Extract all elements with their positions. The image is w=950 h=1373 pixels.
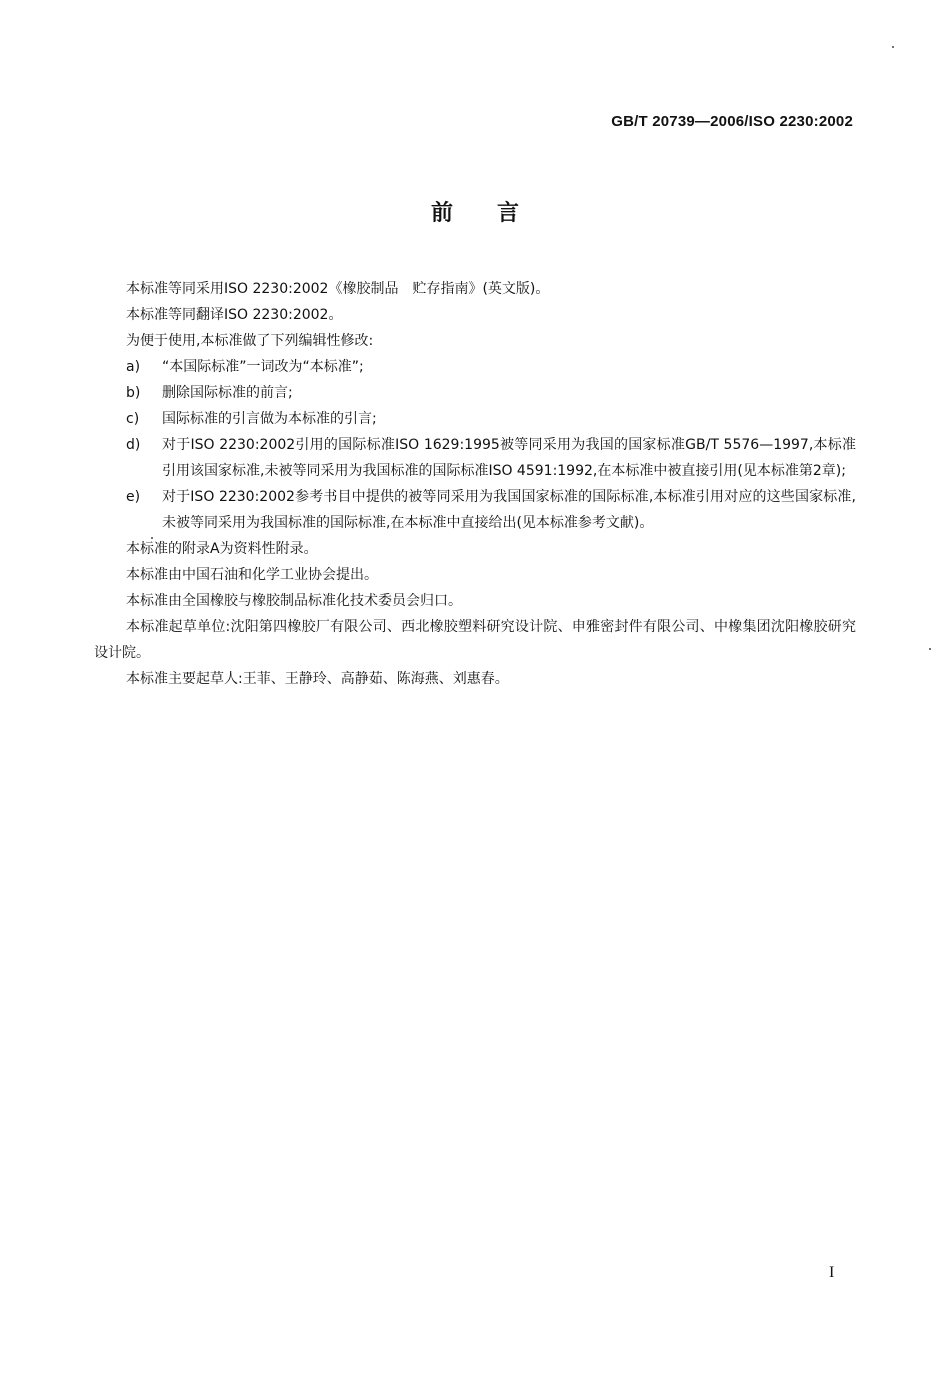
standard-code: GB/T 20739—2006/ISO 2230:2002 xyxy=(611,113,853,130)
scan-speck xyxy=(151,537,153,539)
list-item-label: c) xyxy=(126,411,140,427)
paragraph-translation: 本标准等同翻译ISO 2230:2002。 xyxy=(126,307,343,323)
list-item-text: “本国际标准”一词改为“本标准”; xyxy=(162,359,364,375)
list-item-text: 国际标准的引言做为本标准的引言; xyxy=(162,411,377,427)
paragraph-committee: 本标准由全国橡胶与橡胶制品标准化技术委员会归口。 xyxy=(126,593,462,609)
list-item-label: e) xyxy=(126,489,141,505)
paragraph-drafting-units: 本标准起草单位:沈阳第四橡胶厂有限公司、西北橡胶塑料研究设计院、申雅密封件有限公司、中橡集团沈阳橡胶研究设计院。 xyxy=(94,619,856,661)
scan-speck xyxy=(892,46,894,48)
page-number: I xyxy=(829,1264,835,1281)
list-item-label: a) xyxy=(126,359,141,375)
paragraph-proposer: 本标准由中国石油和化学工业协会提出。 xyxy=(126,567,378,583)
list-item-label: b) xyxy=(126,385,141,401)
list-item xyxy=(94,380,856,406)
document-body xyxy=(94,276,856,692)
list-item xyxy=(94,432,856,484)
paragraph-adoption: 本标准等同采用ISO 2230:2002《橡胶制品 贮存指南》(英文版)。 xyxy=(126,281,550,297)
list-item-text: 对于ISO 2230:2002引用的国际标准ISO 1629:1995被等同采用为我国的国家标准GB/T 5576—1997,本标准引用该国家标准,未被等同采用为我国标准的国际标准ISO 4591:1992,在本标准中被直接引用(见本标准第2章); xyxy=(162,437,856,479)
list-item xyxy=(94,484,856,536)
list-item xyxy=(94,354,856,380)
list-item-text: 对于ISO 2230:2002参考书目中提供的被等同采用为我国国家标准的国际标准,本标准引用对应的这些国家标准,未被等同采用为我国标准的国际标准,在本标准中直接给出(见本标准参考文献)。 xyxy=(162,489,856,531)
list-item-label: d) xyxy=(126,437,141,453)
list-item xyxy=(94,406,856,432)
paragraph-edits-intro: 为便于使用,本标准做了下列编辑性修改: xyxy=(126,333,374,349)
scan-speck xyxy=(929,648,931,650)
paragraph-annex: 本标准的附录A为资料性附录。 xyxy=(126,541,318,557)
list-item-text: 删除国际标准的前言; xyxy=(162,385,293,401)
page-title: 前言 xyxy=(430,201,563,226)
paragraph-drafters: 本标准主要起草人:王菲、王静玲、高静茹、陈海燕、刘惠春。 xyxy=(126,671,509,687)
